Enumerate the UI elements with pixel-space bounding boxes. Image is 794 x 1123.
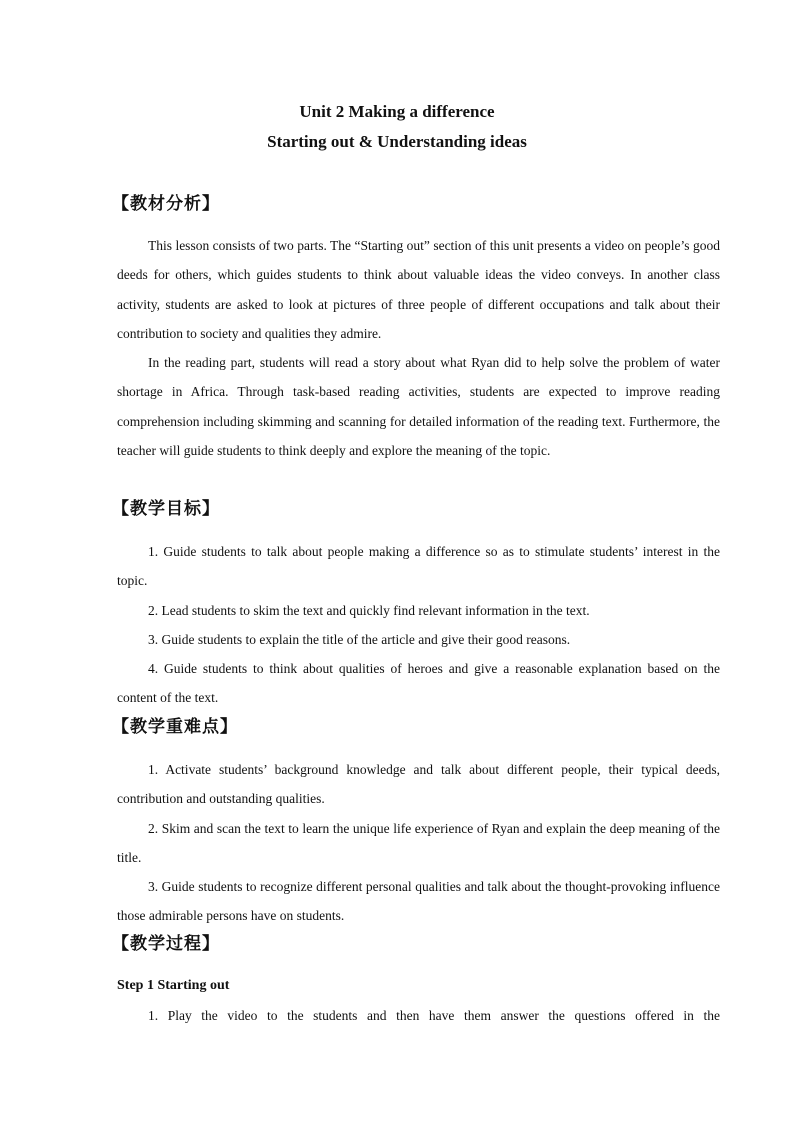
analysis-paragraph-2: In the reading part, students will read a story about what Ryan did to help solve the problem of water shortage in Africa. Through task-based reading activities, students are expected to improve reading comprehension including skimming and scanning for detailed information of the reading text. Furthermore, the teacher will guide students to think deeply and explore the meaning of the topic. — [117, 355, 720, 459]
heading-process: 【教学过程】 — [112, 934, 220, 954]
objective-item-1: 1. Guide students to talk about people making a difference so as to stimulate students’ interest in the topic. — [117, 544, 720, 589]
objectives-section — [117, 537, 720, 713]
doc-title: Unit 2 Making a difference — [299, 102, 495, 121]
objective-item-2: 2. Lead students to skim the text and quickly find relevant information in the text. — [148, 602, 590, 618]
step-1-title: Step 1 Starting out — [117, 978, 230, 993]
key-points-section — [117, 755, 720, 931]
step-1-item-1: 1. Play the video to the students and then have them answer the questions offered in the — [148, 1008, 720, 1023]
key-point-item-1: 1. Activate students’ background knowledge and talk about different people, their typical deeds, contribution and outstanding qualities. — [117, 762, 720, 807]
objective-item-4: 4. Guide students to think about qualities of heroes and give a reasonable explanation based on the content of the text. — [117, 661, 720, 706]
heading-key-points: 【教学重难点】 — [112, 717, 238, 737]
key-point-item-3: 3. Guide students to recognize different personal qualities and talk about the thought-provoking influence those admirable persons have on students. — [117, 879, 720, 924]
heading-analysis: 【教材分析】 — [112, 194, 220, 214]
doc-subtitle: Starting out & Understanding ideas — [267, 132, 527, 151]
analysis-paragraph-1: This lesson consists of two parts. The “Starting out” section of this unit presents a video on people’s good deeds for others, which guides students to think about valuable ideas the video conveys. In another class activity, students are asked to look at pictures of three people of different occupations and talk about their contribution to society and qualities they admire. — [117, 238, 720, 341]
analysis-section — [117, 231, 720, 465]
heading-objectives: 【教学目标】 — [112, 499, 220, 519]
key-point-item-2: 2. Skim and scan the text to learn the unique life experience of Ryan and explain the deep meaning of the title. — [117, 820, 720, 865]
step-1-section — [117, 1001, 720, 1030]
objective-item-3: 3. Guide students to explain the title of the article and give their good reasons. — [148, 631, 571, 647]
